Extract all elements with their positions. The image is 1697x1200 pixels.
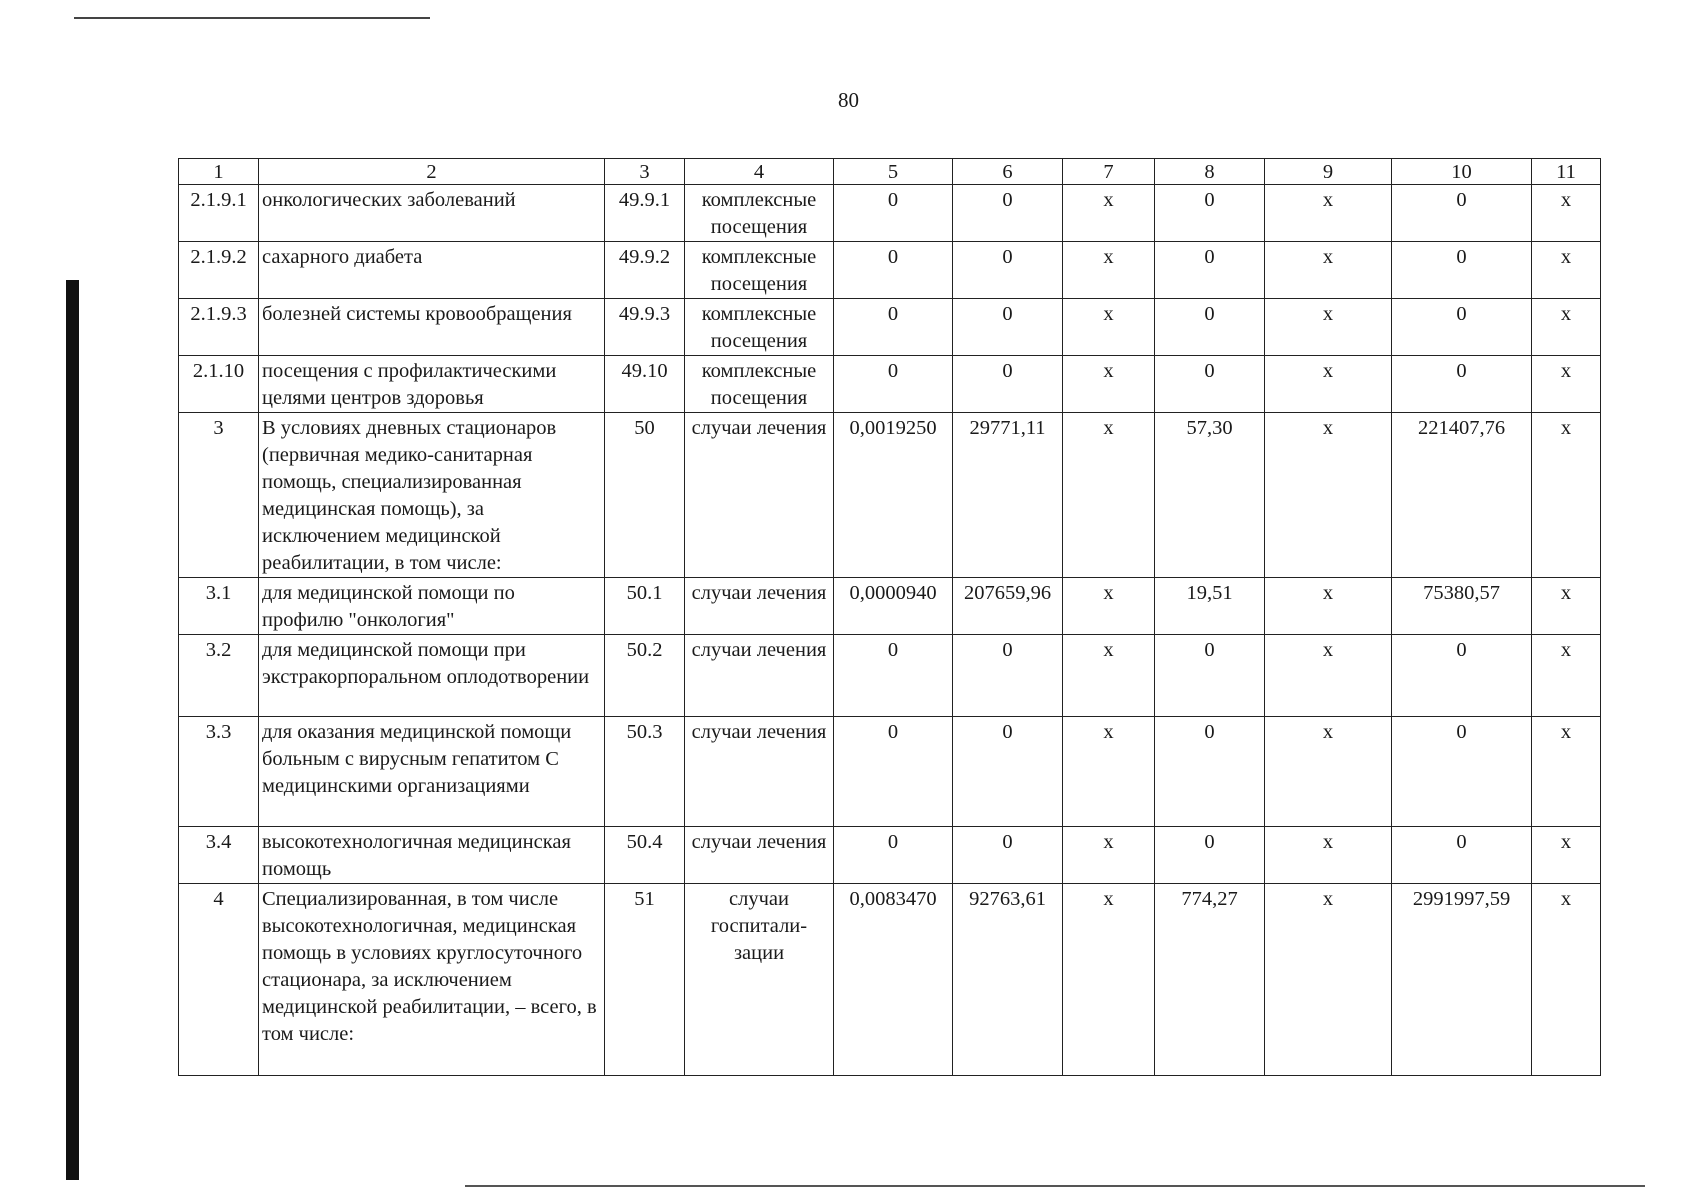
cell-unit: комплексные посещения bbox=[685, 242, 834, 299]
cell-name: для медицинской помощи при экстракорпоральном оплодотворении bbox=[259, 635, 605, 717]
header-cell-3: 3 bbox=[605, 159, 685, 185]
cell-col5: 0 bbox=[834, 242, 953, 299]
cell-code: 3 bbox=[179, 413, 259, 578]
cell-col8: 0 bbox=[1155, 299, 1265, 356]
cell-code: 3.1 bbox=[179, 578, 259, 635]
header-cell-11: 11 bbox=[1532, 159, 1601, 185]
data-table bbox=[178, 158, 1601, 1076]
cell-col6: 29771,11 bbox=[953, 413, 1063, 578]
cell-col5: 0 bbox=[834, 827, 953, 884]
header-cell-6: 6 bbox=[953, 159, 1063, 185]
cell-row-number: 50.1 bbox=[605, 578, 685, 635]
cell-col8: 0 bbox=[1155, 827, 1265, 884]
table-row bbox=[179, 635, 1601, 717]
scan-artifact-left-bar bbox=[66, 280, 79, 1180]
cell-col11: x bbox=[1532, 884, 1601, 1076]
cell-col9: x bbox=[1265, 578, 1392, 635]
cell-col10: 0 bbox=[1392, 299, 1532, 356]
cell-code: 3.4 bbox=[179, 827, 259, 884]
cell-col8: 0 bbox=[1155, 635, 1265, 717]
cell-code: 2.1.9.2 bbox=[179, 242, 259, 299]
cell-row-number: 50 bbox=[605, 413, 685, 578]
cell-col7: x bbox=[1063, 356, 1155, 413]
cell-col7: x bbox=[1063, 242, 1155, 299]
cell-col5: 0,0083470 bbox=[834, 884, 953, 1076]
table-row bbox=[179, 356, 1601, 413]
cell-code: 4 bbox=[179, 884, 259, 1076]
header-cell-4: 4 bbox=[685, 159, 834, 185]
cell-col11: x bbox=[1532, 299, 1601, 356]
cell-unit: случаи лечения bbox=[685, 635, 834, 717]
cell-col7: x bbox=[1063, 635, 1155, 717]
cell-col5: 0,0019250 bbox=[834, 413, 953, 578]
cell-row-number: 51 bbox=[605, 884, 685, 1076]
cell-name: сахарного диабета bbox=[259, 242, 605, 299]
cell-col7: x bbox=[1063, 413, 1155, 578]
cell-code: 2.1.9.3 bbox=[179, 299, 259, 356]
cell-col9: x bbox=[1265, 717, 1392, 827]
cell-col7: x bbox=[1063, 578, 1155, 635]
cell-col8: 19,51 bbox=[1155, 578, 1265, 635]
cell-col8: 774,27 bbox=[1155, 884, 1265, 1076]
cell-col10: 0 bbox=[1392, 356, 1532, 413]
cell-name: В условиях дневных стационаров (первичная медико-санитарная помощь, специализированная медицинская помощь), за исключением медицинской реабилитации, в том числе: bbox=[259, 413, 605, 578]
cell-row-number: 49.10 bbox=[605, 356, 685, 413]
cell-col5: 0,0000940 bbox=[834, 578, 953, 635]
cell-col9: x bbox=[1265, 635, 1392, 717]
cell-col10: 221407,76 bbox=[1392, 413, 1532, 578]
cell-unit: случаи лечения bbox=[685, 717, 834, 827]
cell-name: посещения с профилактическими целями центров здоровья bbox=[259, 356, 605, 413]
cell-col11: x bbox=[1532, 185, 1601, 242]
cell-code: 2.1.9.1 bbox=[179, 185, 259, 242]
table-row bbox=[179, 185, 1601, 242]
cell-col5: 0 bbox=[834, 717, 953, 827]
cell-col6: 0 bbox=[953, 717, 1063, 827]
cell-col9: x bbox=[1265, 299, 1392, 356]
cell-unit: случаи лечения bbox=[685, 578, 834, 635]
cell-unit: случаи лечения bbox=[685, 827, 834, 884]
cell-col6: 0 bbox=[953, 635, 1063, 717]
cell-col8: 57,30 bbox=[1155, 413, 1265, 578]
cell-col8: 0 bbox=[1155, 242, 1265, 299]
cell-name: болезней системы кровообращения bbox=[259, 299, 605, 356]
cell-col6: 0 bbox=[953, 185, 1063, 242]
cell-unit: случаи госпитали-зации bbox=[685, 884, 834, 1076]
cell-row-number: 49.9.2 bbox=[605, 242, 685, 299]
cell-col8: 0 bbox=[1155, 717, 1265, 827]
cell-col8: 0 bbox=[1155, 185, 1265, 242]
page-number: 80 bbox=[838, 88, 859, 112]
cell-name: онкологических заболеваний bbox=[259, 185, 605, 242]
cell-unit: комплексные посещения bbox=[685, 185, 834, 242]
cell-col10: 0 bbox=[1392, 827, 1532, 884]
cell-col5: 0 bbox=[834, 635, 953, 717]
cell-col10: 2991997,59 bbox=[1392, 884, 1532, 1076]
table-row bbox=[179, 717, 1601, 827]
table-row bbox=[179, 827, 1601, 884]
cell-col5: 0 bbox=[834, 356, 953, 413]
cell-col10: 0 bbox=[1392, 185, 1532, 242]
cell-col9: x bbox=[1265, 884, 1392, 1076]
scan-artifact-bottom-line bbox=[465, 1185, 1645, 1187]
cell-col9: x bbox=[1265, 185, 1392, 242]
cell-col5: 0 bbox=[834, 185, 953, 242]
cell-code: 3.2 bbox=[179, 635, 259, 717]
cell-col7: x bbox=[1063, 299, 1155, 356]
cell-col6: 207659,96 bbox=[953, 578, 1063, 635]
cell-code: 3.3 bbox=[179, 717, 259, 827]
header-cell-2: 2 bbox=[259, 159, 605, 185]
table-row bbox=[179, 299, 1601, 356]
scan-artifact-top-line bbox=[74, 17, 430, 19]
cell-col6: 0 bbox=[953, 827, 1063, 884]
cell-row-number: 50.2 bbox=[605, 635, 685, 717]
cell-col10: 75380,57 bbox=[1392, 578, 1532, 635]
cell-col11: x bbox=[1532, 242, 1601, 299]
header-cell-10: 10 bbox=[1392, 159, 1532, 185]
cell-unit: комплексные посещения bbox=[685, 356, 834, 413]
table-header-row bbox=[179, 159, 1601, 185]
cell-row-number: 50.4 bbox=[605, 827, 685, 884]
cell-col10: 0 bbox=[1392, 242, 1532, 299]
header-cell-1: 1 bbox=[179, 159, 259, 185]
cell-col8: 0 bbox=[1155, 356, 1265, 413]
cell-col6: 0 bbox=[953, 299, 1063, 356]
cell-col6: 92763,61 bbox=[953, 884, 1063, 1076]
cell-col7: x bbox=[1063, 717, 1155, 827]
cell-row-number: 49.9.3 bbox=[605, 299, 685, 356]
table-row bbox=[179, 413, 1601, 578]
cell-row-number: 50.3 bbox=[605, 717, 685, 827]
table-row bbox=[179, 884, 1601, 1076]
cell-col11: x bbox=[1532, 356, 1601, 413]
cell-col7: x bbox=[1063, 185, 1155, 242]
cell-col9: x bbox=[1265, 242, 1392, 299]
cell-name: Специализированная, в том числе высокотехнологичная, медицинская помощь в условиях круглосуточного стационара, за исключением медицинской реабилитации, – всего, в том числе: bbox=[259, 884, 605, 1076]
cell-col5: 0 bbox=[834, 299, 953, 356]
cell-col11: x bbox=[1532, 578, 1601, 635]
header-cell-5: 5 bbox=[834, 159, 953, 185]
cell-name: для медицинской помощи по профилю "онкология" bbox=[259, 578, 605, 635]
cell-col7: x bbox=[1063, 827, 1155, 884]
cell-col11: x bbox=[1532, 413, 1601, 578]
cell-col6: 0 bbox=[953, 356, 1063, 413]
cell-col9: x bbox=[1265, 827, 1392, 884]
cell-col10: 0 bbox=[1392, 717, 1532, 827]
cell-row-number: 49.9.1 bbox=[605, 185, 685, 242]
cell-unit: комплексные посещения bbox=[685, 299, 834, 356]
header-cell-9: 9 bbox=[1265, 159, 1392, 185]
cell-col10: 0 bbox=[1392, 635, 1532, 717]
cell-col11: x bbox=[1532, 717, 1601, 827]
header-cell-8: 8 bbox=[1155, 159, 1265, 185]
table-row bbox=[179, 242, 1601, 299]
cell-col6: 0 bbox=[953, 242, 1063, 299]
cell-col11: x bbox=[1532, 827, 1601, 884]
cell-col7: x bbox=[1063, 884, 1155, 1076]
cell-col11: x bbox=[1532, 635, 1601, 717]
cell-col9: x bbox=[1265, 356, 1392, 413]
cell-name: высокотехнологичная медицинская помощь bbox=[259, 827, 605, 884]
table-body bbox=[179, 159, 1601, 1076]
cell-col9: x bbox=[1265, 413, 1392, 578]
cell-name: для оказания медицинской помощи больным с вирусным гепатитом С медицинскими организациями bbox=[259, 717, 605, 827]
cell-unit: случаи лечения bbox=[685, 413, 834, 578]
table-row bbox=[179, 578, 1601, 635]
cell-code: 2.1.10 bbox=[179, 356, 259, 413]
header-cell-7: 7 bbox=[1063, 159, 1155, 185]
